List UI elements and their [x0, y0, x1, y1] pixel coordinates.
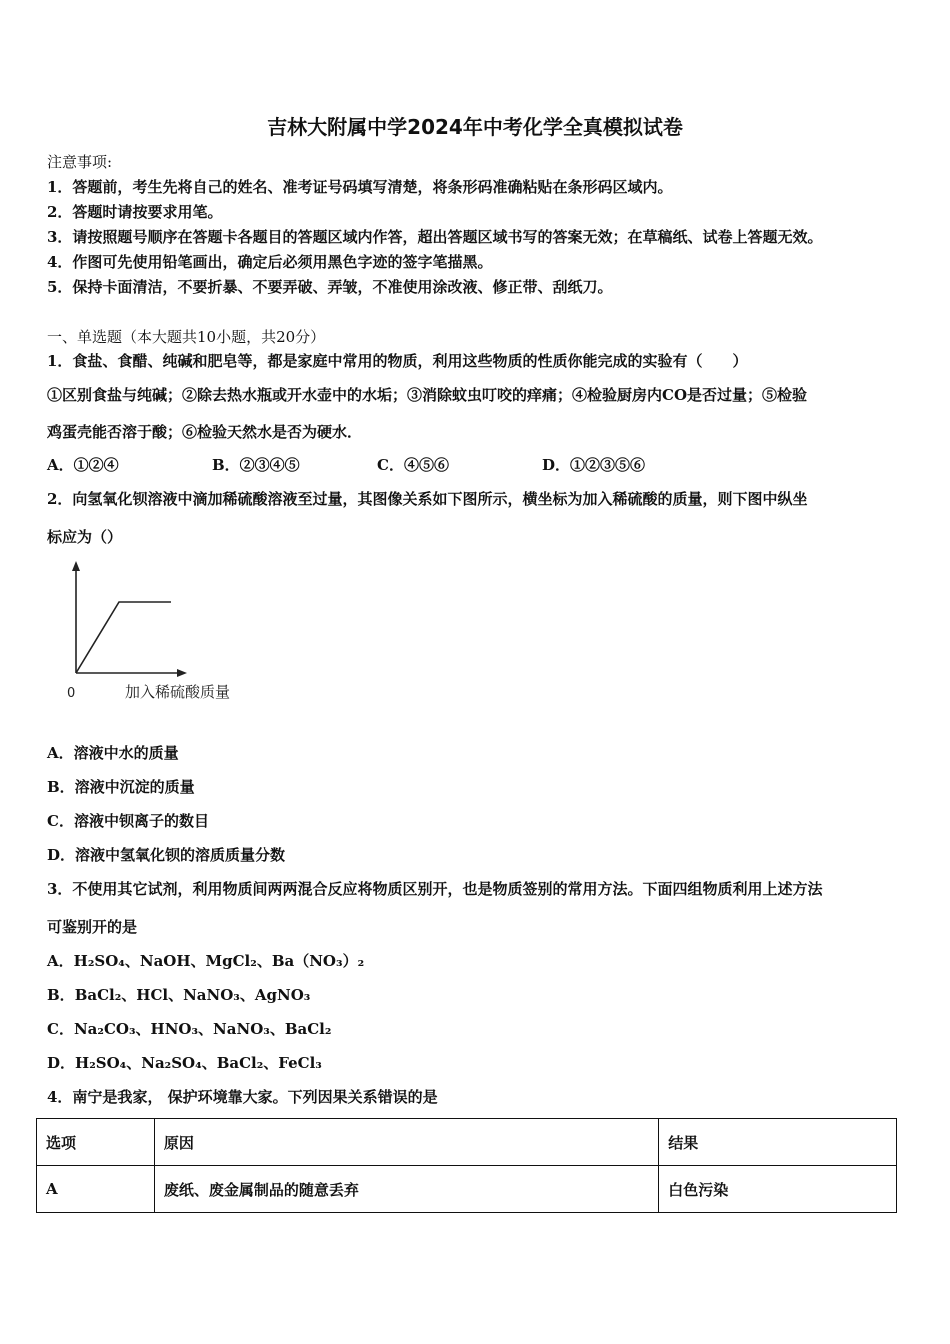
- table-header-cell: 原因: [154, 1119, 658, 1166]
- option-text: BaCl₂、HCl、NaNO₃、AgNO₃: [74, 986, 311, 1004]
- notice-item: 4．作图可先使用铅笔画出，确定后必须用黑色字迹的签字笔描黑。: [47, 253, 493, 271]
- y-axis-arrow: [72, 561, 80, 571]
- question-1-option-c: C．④⑤⑥: [377, 456, 449, 474]
- notice-item: 5．保持卡面清洁，不要折暴、不要弄破、弄皱，不准使用涂改液、修正带、刮纸刀。: [47, 278, 613, 296]
- graph-origin-label: 0: [67, 686, 76, 701]
- x-axis-arrow: [177, 669, 187, 677]
- question-3-stem: 3．不使用其它试剂，利用物质间两两混合反应将物质区别开，也是物质签别的常用方法。下面四组物质利用上述方法: [47, 880, 823, 898]
- question-3-option-b: [47, 985, 310, 1005]
- page-title: 吉林大附属中学2024年中考化学全真模拟试卷: [267, 115, 683, 139]
- table-header-cell: 选项: [37, 1119, 155, 1166]
- option-text: H₂SO₄、NaOH、MgCl₂、Ba（NO₃）₂: [73, 952, 365, 970]
- question-2-graph: [55, 555, 275, 705]
- question-3-option-a: [47, 951, 364, 971]
- question-2-option-a: A．溶液中水的质量: [47, 744, 179, 762]
- table-cell: 白色污染: [659, 1166, 897, 1213]
- notice-item: 1．答题前，考生先将自己的姓名、准考证号码填写清楚，将条形码准确粘贴在条形码区域内。: [47, 178, 673, 196]
- option-label: A．: [47, 952, 74, 970]
- section-heading: 一、单选题（本大题共10小题，共20分）: [47, 328, 326, 346]
- question-2-option-d: D．溶液中氢氧化钡的溶质质量分数: [47, 846, 286, 864]
- question-1-detail: ①区别食盐与纯碱；②除去热水瓶或开水壶中的水垢；③消除蚊虫叮咬的痒痛；④检验厨房内CO是否过量；⑤检验: [47, 386, 808, 404]
- question-1-stem: 1．食盐、食醋、纯碱和肥皂等，都是家庭中常用的物质，利用这些物质的性质你能完成的实验有（ ）: [47, 352, 748, 370]
- question-1-detail: 鸡蛋壳能否溶于酸；⑥检验天然水是否为硬水．: [47, 423, 363, 441]
- question-4-stem: 4．南宁是我家， 保护环境靠大家。下列因果关系错误的是: [47, 1088, 438, 1106]
- option-label: C．: [47, 1020, 74, 1038]
- option-label: B．: [47, 986, 75, 1004]
- graph-curve: [76, 602, 171, 673]
- table-cell: A: [37, 1166, 155, 1213]
- option-text: H₂SO₄、Na₂SO₄、BaCl₂、FeCl₃: [75, 1054, 322, 1072]
- question-1-option-a: A．①②④: [47, 456, 119, 474]
- question-3-stem: 可鉴别开的是: [47, 918, 138, 936]
- question-2-stem: 标应为（）: [47, 528, 123, 546]
- question-1-option-b: B．②③④⑤: [212, 456, 300, 474]
- notice-item: 3．请按照题号顺序在答题卡各题目的答题区域内作答，超出答题区域书写的答案无效；在草稿纸、试卷上答题无效。: [47, 228, 823, 246]
- question-2-stem: 2．向氢氧化钡溶液中滴加稀硫酸溶液至过量，其图像关系如下图所示，横坐标为加入稀硫酸的质量，则下图中纵坐: [47, 490, 808, 508]
- table-row: [37, 1166, 897, 1213]
- question-4-table: [36, 1118, 897, 1213]
- question-2-option-b: B．溶液中沉淀的质量: [47, 778, 195, 796]
- table-cell: 废纸、废金属制品的随意丢弃: [154, 1166, 658, 1213]
- option-label: D．: [47, 1054, 76, 1072]
- question-2-option-c: C．溶液中钡离子的数目: [47, 812, 209, 830]
- table-header-cell: 结果: [659, 1119, 897, 1166]
- graph-x-label: 加入稀硫酸质量: [125, 683, 231, 701]
- question-3-option-d: [47, 1053, 322, 1073]
- table-header-row: [37, 1119, 897, 1166]
- notice-item: 2．答题时请按要求用笔。: [47, 203, 223, 221]
- question-1-option-d: D．①②③⑤⑥: [542, 456, 646, 474]
- notice-heading: 注意事项:: [47, 153, 113, 171]
- option-text: Na₂CO₃、HNO₃、NaNO₃、BaCl₂: [73, 1020, 332, 1038]
- question-3-option-c: [47, 1019, 331, 1039]
